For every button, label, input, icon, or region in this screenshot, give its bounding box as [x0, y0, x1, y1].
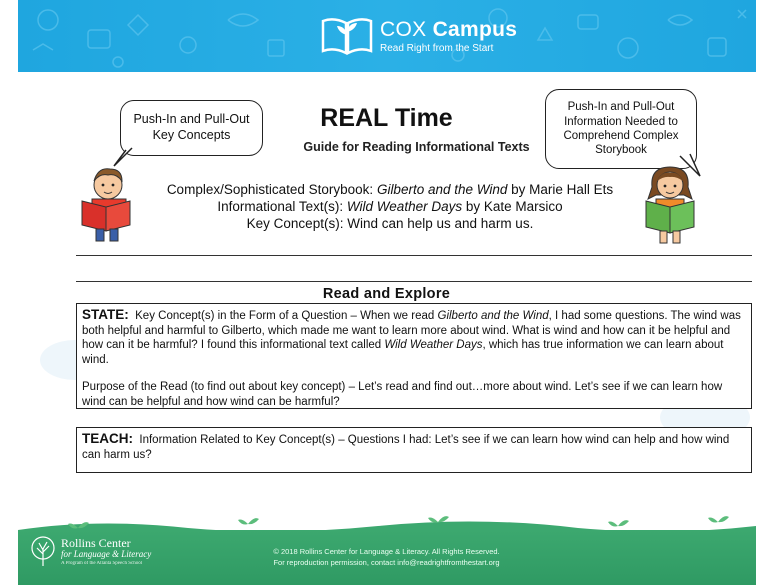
state-book-title: Gilberto and the Wind	[437, 310, 549, 322]
page-subtitle: Guide for Reading Informational Texts	[303, 140, 530, 154]
divider-section	[76, 281, 752, 282]
teach-box	[76, 427, 752, 473]
bubble-right-text: Push-In and Pull-Out Information Needed to Comprehend Complex Storybook	[563, 101, 679, 157]
copyright-notice	[0, 546, 773, 568]
page-title: REAL Time	[320, 104, 453, 132]
key-concept-label: Key Concept(s):	[246, 216, 344, 231]
logo-tagline: Read Right from the Start	[380, 42, 494, 54]
storybook-line	[120, 181, 660, 198]
state-text-c: , which has true information we can learn about wind.	[82, 339, 724, 366]
informational-author: by Kate Marsico	[462, 199, 563, 214]
teach-text: – Questions I had: Let’s see if we can learn how wind can help and how wind can harm us?	[82, 434, 730, 461]
logo-campus: Campus	[432, 17, 518, 41]
informational-title: Wild Weather Days	[346, 199, 463, 214]
state-book2-title: Wild Weather Days	[384, 339, 483, 352]
state-line-lead: Key Concept(s) in the Form of a Question	[135, 310, 348, 322]
storybook-author: by Marie Hall Ets	[507, 182, 614, 197]
copyright-line-1: © 2018 Rollins Center for Language & Literacy. All Rights Reserved.	[273, 547, 500, 556]
informational-label: Informational Text(s):	[217, 199, 344, 214]
state-box	[76, 303, 752, 409]
bubble-left-text: Push-In and Pull-Out Key Concepts	[133, 112, 250, 142]
rollins-subtitle: for Language & Literacy	[61, 548, 152, 559]
key-concept-text: Wind can help us and harm us.	[347, 216, 534, 231]
storybook-title: Gilberto and the Wind	[376, 182, 508, 197]
copyright-line-2: For reproduction permission, contact info@readrightfromthestart.org	[273, 558, 500, 567]
divider-top	[76, 255, 752, 256]
state-text-b: , I had some questions. The wind was both helpful and harmful to Gilberto, which made me want to learn more about wind. What is wind and how can it be helpful and how can it be harmful? I found this informational text called	[82, 310, 741, 352]
informational-text-line	[120, 198, 660, 215]
state-text-a: – When we read	[347, 310, 438, 322]
storybook-label: Complex/Sophisticated Storybook:	[166, 182, 374, 197]
open-book-sprout-icon	[320, 15, 374, 57]
rollins-name: Rollins Center	[61, 536, 131, 551]
purpose-text: – Let’s read and find out…more about wind. Let’s see if we can learn how wind can be helpful and how wind can be harmful?	[82, 381, 723, 408]
rollins-program: A Program of the Atlanta Speech School	[61, 561, 143, 567]
teach-lead: Information Related to Key Concept(s)	[139, 434, 335, 446]
section-heading: Read and Explore	[322, 286, 451, 302]
cox-campus-logo	[320, 14, 517, 58]
key-concept-line	[120, 215, 660, 232]
header-banner	[18, 0, 756, 72]
teach-label: TEACH:	[82, 431, 133, 446]
state-label: STATE:	[82, 307, 129, 322]
purpose-lead: Purpose of the Read (to find out about key concept)	[82, 381, 346, 394]
logo-cox: COX	[380, 17, 427, 41]
